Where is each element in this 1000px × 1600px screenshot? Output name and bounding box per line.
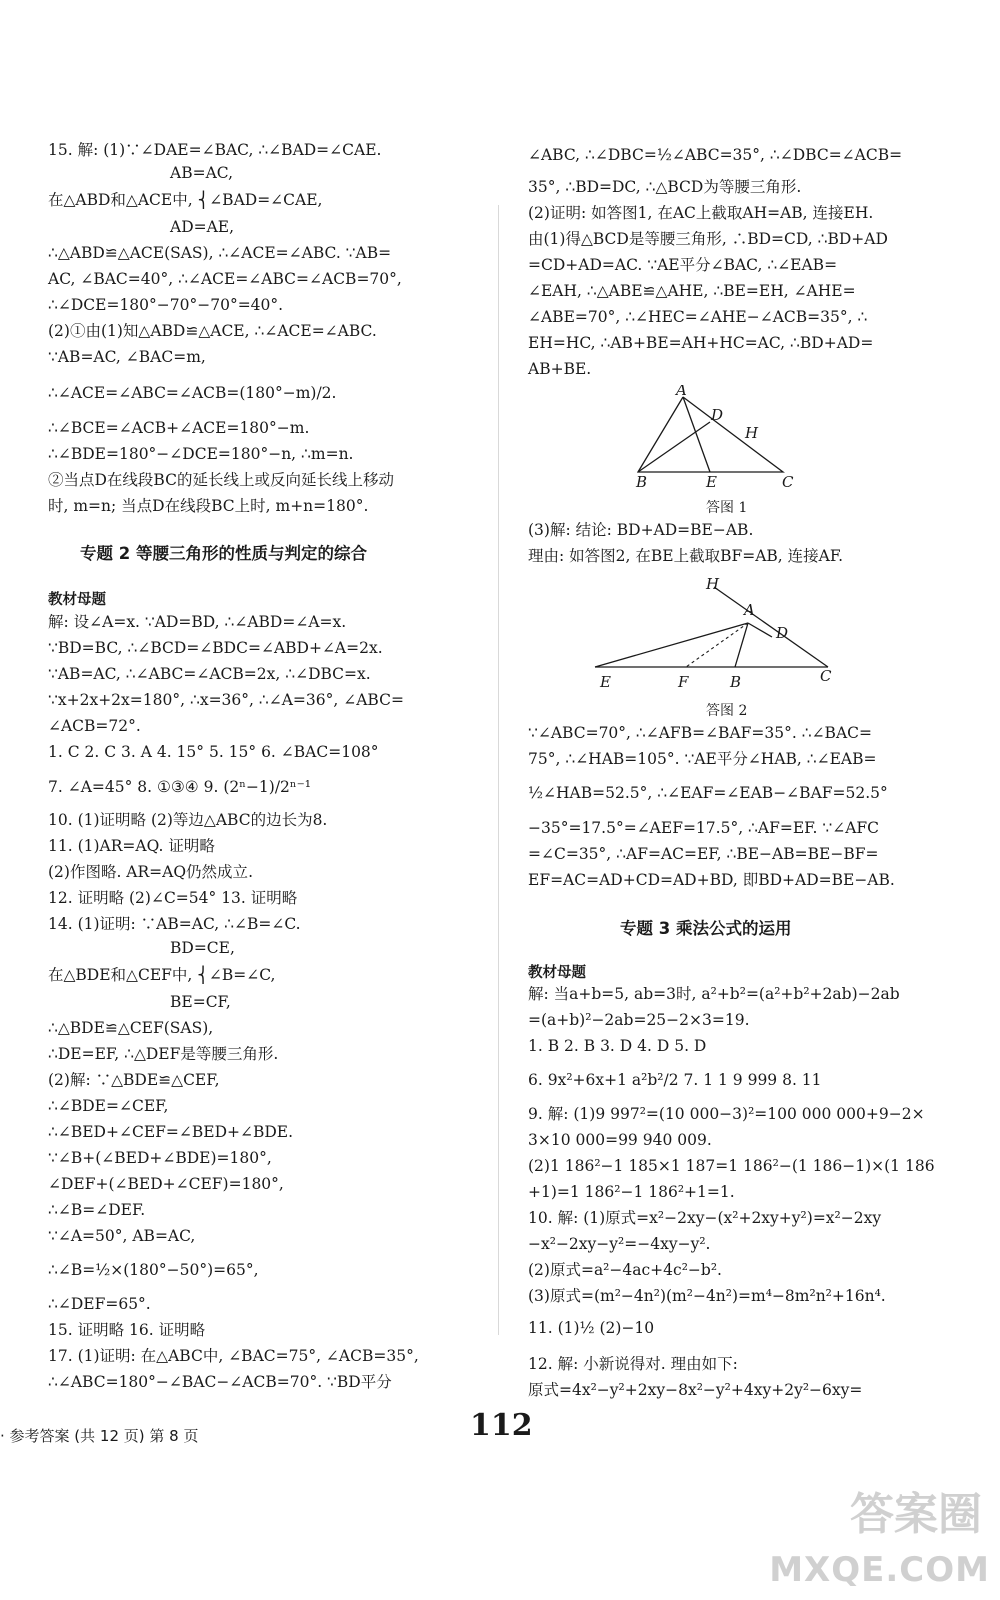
watermark-logo: 答案圈 (850, 1489, 982, 1540)
answer-line: 3×10 000=99 940 009. (528, 1131, 712, 1149)
answer-line: ∵∠ABC=70°, ∴∠AFB=∠BAF=35°. ∴∠BAC= (528, 724, 872, 742)
answer-line: ∴∠BCE=∠ACB+∠ACE=180°−m. (48, 419, 310, 437)
section-2-title: 专题 2 等腰三角形的性质与判定的综合 (80, 544, 367, 563)
answer-line: (2)①由(1)知△ABD≌△ACE, ∴∠ACE=∠ABC. (48, 322, 377, 340)
answer-line: AD=AE, (170, 218, 235, 236)
answer-line: 7. ∠A=45° 8. ①③④ 9. (2ⁿ−1)/2ⁿ⁻¹ (48, 778, 312, 796)
answer-line: 原式=4x²−y²+2xy−8x²−y²+4xy+2y²−6xy= (528, 1381, 863, 1399)
answer-line: ∵BD=BC, ∴∠BCD=∠BDC=∠ABD+∠A=2x. (48, 639, 383, 657)
answer-line: ∠DEF+(∠BED+∠CEF)=180°, (48, 1175, 284, 1193)
answer-line: 14. (1)证明: ∵AB=AC, ∴∠B=∠C. (48, 915, 301, 933)
answer-line: 12. 证明略 (2)∠C=54° 13. 证明略 (48, 889, 298, 907)
answer-line: 理由: 如答图2, 在BE上截取BF=AB, 连接AF. (528, 547, 844, 565)
answer-line: EH=HC, ∴AB+BE=AH+HC=AC, ∴BD+AD= (528, 334, 874, 352)
fig2-label-E: E (600, 673, 611, 691)
answer-line: ∴△BDE≌△CEF(SAS), (48, 1019, 214, 1037)
fig1-label-D: D (711, 406, 724, 424)
answer-line: 1. B 2. B 3. D 4. D 5. D (528, 1037, 707, 1055)
watermark-url: MXQE.COM (769, 1550, 990, 1590)
answer-line: ∠ABC, ∴∠DBC=½∠ABC=35°, ∴∠DBC=∠ACB= (528, 146, 903, 164)
answer-line: ∠EAH, ∴△ABE≌△AHE, ∴BE=EH, ∠AHE= (528, 282, 856, 300)
answer-line: ∴∠BED+∠CEF=∠BED+∠BDE. (48, 1123, 294, 1141)
answer-line: 9. 解: (1)9 997²=(10 000−3)²=100 000 000+9−2× (528, 1105, 925, 1123)
answer-line: =(a+b)²−2ab=25−2×3=19. (528, 1011, 750, 1029)
answer-line: ②当点D在线段BC的延长线上或反向延长线上移动 (48, 471, 394, 489)
answer-line: ∴∠DCE=180°−70°−70°=40°. (48, 296, 284, 314)
answer-line: ∠ABE=70°, ∴∠HEC=∠AHE−∠ACB=35°, ∴ (528, 308, 868, 326)
answer-line: 由(1)得△BCD是等腰三角形, ∴BD=CD, ∴BD+AD (528, 230, 888, 248)
answer-line: 15. 解: (1)∵∠DAE=∠BAC, ∴∠BAD=∠CAE. (48, 141, 382, 159)
answer-line: =∠C=35°, ∴AF=AC=EF, ∴BE−AB=BE−BF= (528, 845, 879, 863)
answer-line: 10. (1)证明略 (2)等边△ABC的边长为8. (48, 811, 328, 829)
answer-line: −35°=17.5°=∠AEF=17.5°, ∴AF=EF. ∵∠AFC (528, 819, 880, 837)
page-number: 112 (470, 1408, 533, 1443)
answer-line: BD=CE, (170, 939, 235, 957)
fig2-label-F: F (678, 673, 689, 691)
answer-line: 35°, ∴BD=DC, ∴△BCD为等腰三角形. (528, 178, 802, 196)
fig1-label-H: H (745, 424, 759, 442)
answer-line: ∴DE=EF, ∴△DEF是等腰三角形. (48, 1045, 279, 1063)
fig2-label-B: B (730, 673, 742, 691)
answer-line: 解: 当a+b=5, ab=3时, a²+b²=(a²+b²+2ab)−2ab (528, 985, 900, 1003)
answer-line: +1)=1 186²−1 186²+1=1. (528, 1183, 735, 1201)
answer-line: ∴∠B=∠DEF. (48, 1201, 146, 1219)
answer-line: ∴∠ABC=180°−∠BAC−∠ACB=70°. ∵BD平分 (48, 1373, 392, 1391)
answer-line: 6. 9x²+6x+1 a²b²/2 7. 1 1 9 999 8. 11 (528, 1071, 822, 1089)
fig1-label-E: E (706, 473, 717, 490)
answer-line: (2)1 186²−1 185×1 187=1 186²−(1 186−1)×(1 186 (528, 1157, 935, 1175)
answer-line: ∵AB=AC, ∴∠ABC=∠ACB=2x, ∴∠DBC=x. (48, 665, 371, 683)
answer-line: =CD+AD=AC. ∵AE平分∠BAC, ∴∠EAB= (528, 256, 838, 274)
figure-1-caption: 答图 1 (706, 500, 748, 516)
answer-line: 17. (1)证明: 在△ABC中, ∠BAC=75°, ∠ACB=35°, (48, 1347, 419, 1365)
answer-line: (2)作图略. AR=AQ仍然成立. (48, 863, 253, 881)
fig2-label-A: A (744, 601, 755, 619)
answer-line: (2)原式=a²−4ac+4c²−b². (528, 1261, 722, 1279)
answer-line: 在△BDE和△CEF中, ⎨∠B=∠C, (48, 966, 276, 984)
answer-line: ∴∠B=½×(180°−50°)=65°, (48, 1261, 259, 1279)
answer-line: 11. (1)½ (2)−10 (528, 1319, 655, 1337)
answer-line: ∴∠ACE=∠ABC=∠ACB=(180°−m)/2. (48, 384, 337, 402)
fig1-label-B: B (636, 473, 648, 490)
answer-line: ∵x+2x+2x=180°, ∴x=36°, ∴∠A=36°, ∠ABC= (48, 691, 404, 709)
figure-2-caption: 答图 2 (706, 703, 748, 719)
answer-line: 75°, ∴∠HAB=105°. ∵AE平分∠HAB, ∴∠EAB= (528, 750, 877, 768)
answer-line: AB=AC, (170, 164, 233, 182)
column-divider (498, 205, 499, 1335)
answer-line: BE=CF, (170, 993, 231, 1011)
answer-line: 解: 设∠A=x. ∵AD=BD, ∴∠ABD=∠A=x. (48, 613, 347, 631)
fig2-label-H: H (706, 575, 720, 593)
answer-line: ½∠HAB=52.5°, ∴∠EAF=∠EAB−∠BAF=52.5° (528, 784, 888, 802)
answer-line: (2)解: ∵△BDE≌△CEF, (48, 1071, 220, 1089)
answer-line: ∴∠DEF=65°. (48, 1295, 151, 1313)
answer-line: (3)原式=(m²−4n²)(m²−4n²)=m⁴−8m²n²+16n⁴. (528, 1287, 886, 1305)
fig1-label-C: C (782, 473, 794, 490)
section-3-title: 专题 3 乘法公式的运用 (620, 919, 792, 938)
answer-line: 时, m=n; 当点D在线段BC上时, m+n=180°. (48, 497, 369, 515)
answer-line: ∴∠BDE=∠CEF, (48, 1097, 169, 1115)
answer-line: ∴∠BDE=180°−∠DCE=180°−n, ∴m=n. (48, 445, 354, 463)
answer-line: 在△ABD和△ACE中, ⎨∠BAD=∠CAE, (48, 191, 323, 209)
answer-line: 12. 解: 小新说得对. 理由如下: (528, 1355, 738, 1373)
answer-line: 10. 解: (1)原式=x²−2xy−(x²+2xy+y²)=x²−2xy (528, 1209, 882, 1227)
figure-1-diagram (628, 385, 808, 490)
answer-line: 15. 证明略 16. 证明略 (48, 1321, 206, 1339)
answer-line: (2)证明: 如答图1, 在AC上截取AH=AB, 连接EH. (528, 204, 874, 222)
figure-2-diagram (590, 575, 850, 693)
section-2-subheading: 教材母题 (48, 592, 106, 608)
fig2-label-D: D (776, 624, 789, 642)
page-footer: · 参考答案 (共 12 页) 第 8 页 (0, 1427, 199, 1445)
answer-line: (3)解: 结论: BD+AD=BE−AB. (528, 521, 754, 539)
answer-line: ∵∠A=50°, AB=AC, (48, 1227, 196, 1245)
answer-line: ∠ACB=72°. (48, 717, 141, 735)
answer-line: 1. C 2. C 3. A 4. 15° 5. 15° 6. ∠BAC=108° (48, 743, 379, 761)
answer-line: AC, ∠BAC=40°, ∴∠ACE=∠ABC=∠ACB=70°, (48, 270, 402, 288)
answer-line: AB+BE. (528, 360, 592, 378)
answer-line: ∵AB=AC, ∠BAC=m, (48, 348, 206, 366)
answer-line: −x²−2xy−y²=−4xy−y². (528, 1235, 711, 1253)
answer-line: 11. (1)AR=AQ. 证明略 (48, 837, 215, 855)
section-3-subheading: 教材母题 (528, 965, 586, 981)
answer-line: ∴△ABD≌△ACE(SAS), ∴∠ACE=∠ABC. ∵AB= (48, 244, 392, 262)
fig1-label-A: A (676, 385, 687, 399)
answer-line: EF=AC=AD+CD=AD+BD, 即BD+AD=BE−AB. (528, 871, 895, 889)
answer-line: ∵∠B+(∠BED+∠BDE)=180°, (48, 1149, 272, 1167)
fig2-label-C: C (820, 667, 832, 685)
